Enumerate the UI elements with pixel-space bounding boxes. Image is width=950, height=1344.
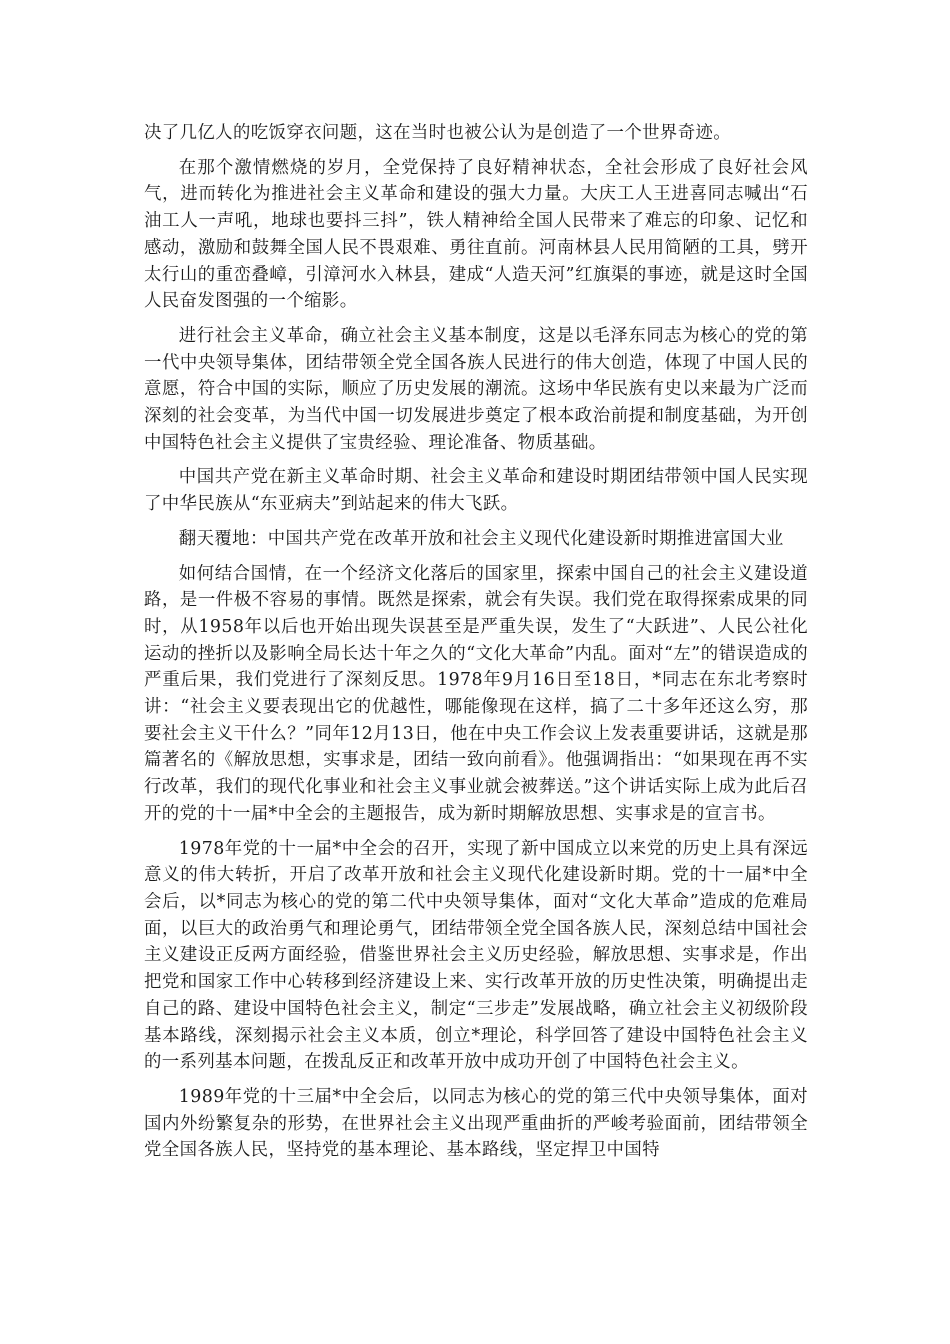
paragraph: 如何结合国情，在一个经济文化落后的国家里，探索中国自己的社会主义建设道路，是一件极不容易的事情。既然是探索，就会有失误。我们党在取得探索成果的同时，从1958年以后也开始出现失误甚至是严重失误，发生了“大跃进”、人民公社化运动的挫折以及影响全局长达十年之久的“文化大革命”内乱。面对“左”的错误造成的严重后果，我们党进行了深刻反思。1978年9月16日至18日，*同志在东北考察时讲：“社会主义要表现出它的优越性，哪能像现在这样，搞了二十多年还这么穷，那要社会主义干什么？”同年12月13日，他在中央工作会议上发表重要讲话，这就是那篇著名的《解放思想，实事求是，团结一致向前看》。他强调指出：“如果现在再不实行改革，我们的现代化事业和社会主义事业就会被葬送。”这个讲话实际上成为此后召开的党的十一届*中全会的主题报告，成为新时期解放思想、实事求是的宣言书。 xyxy=(144,563,808,824)
paragraph: 1978年党的十一届*中全会的召开，实现了新中国成立以来党的历史上具有深远意义的伟大转折，开启了改革开放和社会主义现代化建设新时期。党的十一届*中全会后，以*同志为核心的党的第二代中央领导集体，面对“文化大革命”造成的危难局面，以巨大的政治勇气和理论勇气，团结带领全党全国各族人民，深刻总结中国社会主义建设正反两方面经验，借鉴世界社会主义历史经验，解放思想、实事求是，作出把党和国家工作中心转移到经济建设上来、实行改革开放的历史性决策，明确提出走自己的路、建设中国特色社会主义，制定“三步走”发展战略，确立社会主义初级阶段基本路线，深刻揭示社会主义本质，创立*理论，科学回答了建设中国特色社会主义的一系列基本问题，在拨乱反正和改革开放中成功开创了中国特色社会主义。 xyxy=(144,838,808,1073)
document-page xyxy=(144,120,808,1172)
paragraph: 决了几亿人的吃饭穿衣问题，这在当时也被公认为是创造了一个世界奇迹。 xyxy=(144,123,732,143)
paragraph: 在那个激情燃烧的岁月，全党保持了良好精神状态，全社会形成了良好社会风气，进而转化为推进社会主义革命和建设的强大力量。大庆工人王进喜同志喊出“石油工人一声吼，地球也要抖三抖”，铁人精神给全国人民带来了难忘的印象、记忆和感动，激励和鼓舞全国人民不畏艰难、勇往直前。河南林县人民用简陋的工具，劈开太行山的重峦叠嶂，引漳河水入林县，建成“人造天河”红旗渠的事迹，就是这时全国人民奋发图强的一个缩影。 xyxy=(144,157,808,312)
paragraph: 中国共产党在新主义革命时期、社会主义革命和建设时期团结带领中国人民实现了中华民族从“东亚病夫”到站起来的伟大飞跃。 xyxy=(144,467,808,515)
section-heading: 翻天覆地：中国共产党在改革开放和社会主义现代化建设新时期推进富国大业 xyxy=(178,528,784,549)
paragraph: 1989年党的十三届*中全会后，以同志为核心的党的第三代中央领导集体，面对国内外纷繁复杂的形势，在世界社会主义出现严重曲折的严峻考验面前，团结带领全党全国各族人民，坚持党的基本理论、基本路线，坚定捍卫中国特 xyxy=(144,1086,808,1161)
paragraph: 进行社会主义革命，确立社会主义基本制度，这是以毛泽东同志为核心的党的第一代中央领导集体，团结带领全党全国各族人民进行的伟大创造，体现了中国人民的意愿，符合中国的实际，顺应了历史发展的潮流。这场中华民族有史以来最为广泛而深刻的社会变革，为当代中国一切发展进步奠定了根本政治前提和制度基础，为开创中国特色社会主义提供了宝贵经验、理论准备、物质基础。 xyxy=(144,325,808,453)
